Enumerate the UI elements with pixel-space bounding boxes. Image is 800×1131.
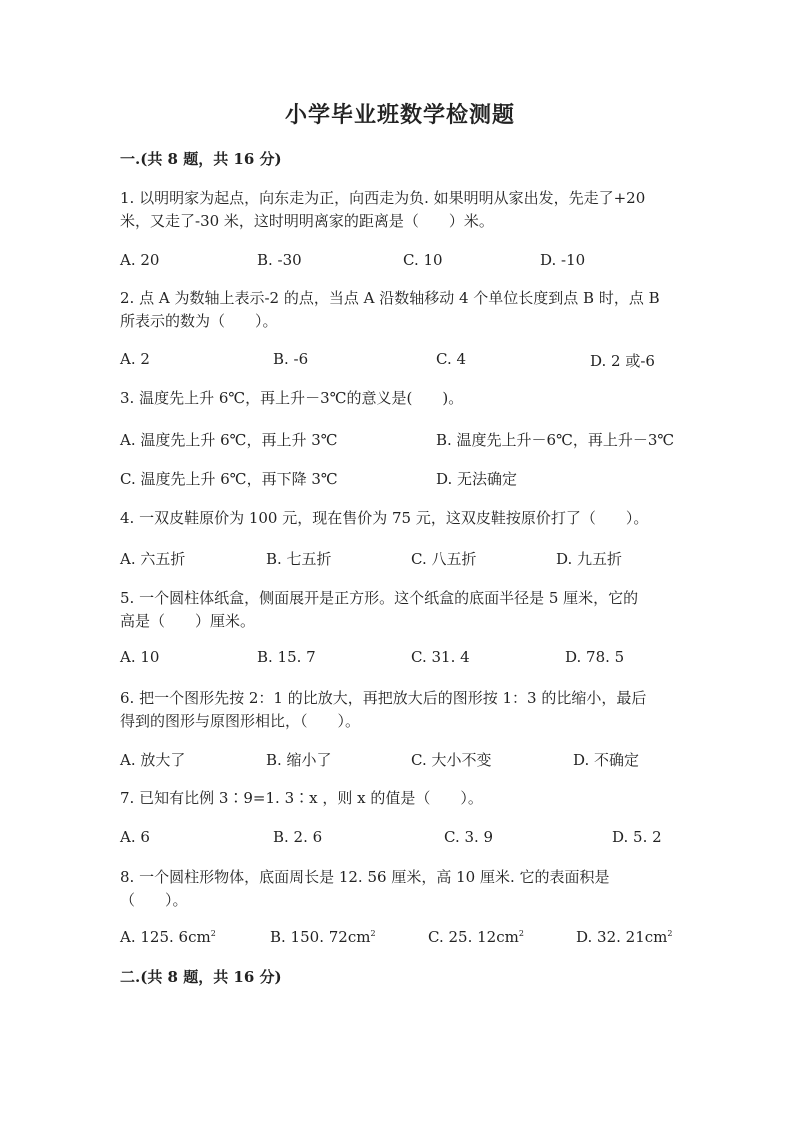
option-b: B. -6 <box>273 350 309 368</box>
option-d: D. 2 或-6 <box>590 352 655 370</box>
option-c: C. 八五折 <box>411 550 477 568</box>
option-a: A. 六五折 <box>120 550 186 568</box>
option-b: B. 温度先上升－6℃，再上升－3℃ <box>436 431 675 449</box>
option-d: D. 5. 2 <box>612 828 662 846</box>
option-a: A. 放大了 <box>120 751 186 769</box>
superscript-2: 2 <box>210 929 216 938</box>
option-b: B. 七五折 <box>266 550 332 568</box>
option-d: D. 32. $21cm^2$ <box>576 928 673 946</box>
question-text: 1. 以明明家为起点，向东走为正，向西走为负. 如果明明从家出发，先走了+20 <box>120 189 646 207</box>
section-heading: 二.(共 8 题，共 16 分) <box>120 968 282 986</box>
option-c: C. 3. 9 <box>444 828 494 846</box>
option-c: C. 25. $12cm^2$ <box>428 928 524 946</box>
question-text: 所表示的数为（ ）。 <box>120 312 278 330</box>
question-text: 8. 一个圆柱形物体，底面周长是 12. 56 厘米，高 10 厘米. 它的表面积是 <box>120 868 610 886</box>
question-text: 米，又走了-30 米，这时明明离家的距离是（ ）米。 <box>120 212 494 230</box>
superscript-2: 2 <box>518 929 524 938</box>
page-title: 小学毕业班数学检测题 <box>284 102 515 128</box>
option-a: A. 2 <box>120 350 150 368</box>
option-b: B. -30 <box>257 251 302 269</box>
option-b: B. 2. 6 <box>273 828 323 846</box>
question-text: 3. 温度先上升 6℃，再上升－3℃的意义是( )。 <box>120 389 464 407</box>
question-text: 6. 把一个图形先按 2：1 的比放大，再把放大后的图形按 1：3 的比缩小，最后 <box>120 689 647 707</box>
option-d: D. 九五折 <box>556 550 623 568</box>
question-text: 7. 已知有比例 3∶9=1. 3∶x ，则 x 的值是（ ）。 <box>120 789 483 807</box>
option-b: B. 150. $72cm^2$ <box>270 928 376 946</box>
question-text: 得到的图形与原图形相比，（ ）。 <box>120 712 361 730</box>
option-d: D. 78. 5 <box>565 648 625 666</box>
option-c: C. 31. 4 <box>411 648 470 666</box>
option-c: C. 温度先上升 6℃，再下降 3℃ <box>120 470 338 488</box>
option-b: B. 缩小了 <box>266 751 332 769</box>
question-text: 5. 一个圆柱体纸盒，侧面展开是正方形。这个纸盒的底面半径是 5 厘米，它的 <box>120 589 639 607</box>
question-text: 4. 一双皮鞋原价为 100 元，现在售价为 75 元，这双皮鞋按原价打了（ ）。 <box>120 509 649 527</box>
question-text: 2. 点 A 为数轴上表示-2 的点，当点 A 沿数轴移动 4 个单位长度到点 B 时，点 B <box>120 289 660 307</box>
question-text: 高是（ ）厘米。 <box>120 612 256 630</box>
option-d: D. -10 <box>540 251 586 269</box>
option-a: A. 温度先上升 6℃，再上升 3℃ <box>120 431 338 449</box>
option-a: A. 125. $6cm^2$ <box>120 928 216 946</box>
option-b: B. 15. 7 <box>257 648 316 666</box>
option-d: D. 不确定 <box>573 751 640 769</box>
question-text: （ ）。 <box>120 891 188 909</box>
option-c: C. 10 <box>403 251 443 269</box>
option-a: A. 6 <box>120 828 150 846</box>
section-heading: 一.(共 8 题，共 16 分) <box>120 150 282 168</box>
option-c: C. 大小不变 <box>411 751 492 769</box>
option-c: C. 4 <box>436 350 467 368</box>
superscript-2: 2 <box>370 929 376 938</box>
superscript-2: 2 <box>667 929 673 938</box>
option-a: A. 20 <box>120 251 160 269</box>
option-d: D. 无法确定 <box>436 470 518 488</box>
option-a: A. 10 <box>120 648 160 666</box>
